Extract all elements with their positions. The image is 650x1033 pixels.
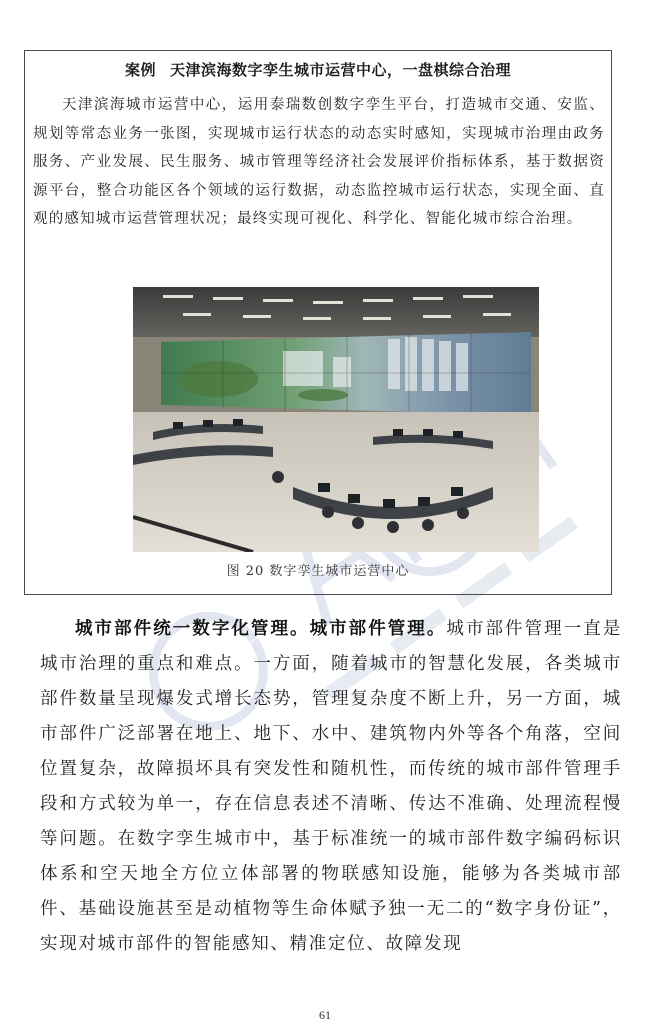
case-label: 案例 <box>124 61 156 79</box>
case-body-text: 天津滨海城市运营中心，运用泰瑞数创数字孪生平台，打造城市交通、安监、规划等常态业务一张图，实现城市运行状态的动态实时感知，实现城市治理由政务服务、产业发展、民生服务、城市管理等经济社会发展评价指标体系，基于数据资源平台，整合功能区各个领域的运行数据，动态监控城市运行状态，实现全面、直观的感知城市运营管理状况；最终实现可视化、科学化、智能化城市综合治理。 <box>33 97 605 227</box>
case-title <box>25 60 611 80</box>
case-title-text: 天津滨海数字孪生城市运营中心，一盘棋综合治理 <box>170 61 512 79</box>
figure-caption: 图 20 数字孪生城市运营中心 <box>226 564 410 579</box>
paragraph-lead: 城市部件统一数字化管理。城市部件管理。 <box>75 619 447 639</box>
operations-center-photo <box>133 287 539 552</box>
page-number: 61 <box>319 1008 331 1022</box>
case-study-box <box>24 50 612 595</box>
main-paragraph <box>40 612 622 962</box>
paragraph-text: 城市部件管理一直是城市治理的重点和难点。一方面，随着城市的智慧化发展，各类城市部件数量呈现爆发式增长态势，管理复杂度不断上升，另一方面，城市部件广泛部署在地上、地下、水中、建筑物内外等各个角落，空间位置复杂，故障损坏具有突发性和随机性，而传统的城市部件管理手段和方式较为单一，存在信息表述不清晰、传达不准确、处理流程慢等问题。在数字孪生城市中，基于标准统一的城市部件数字编码标识体系和空天地全方位立体部署的物联感知设施，能够为各类城市部件、基础设施甚至是动植物等生命体赋予独一无二的“数字身份证”，实现对城市部件的智能感知、精准定位、故障发现 <box>40 619 622 954</box>
